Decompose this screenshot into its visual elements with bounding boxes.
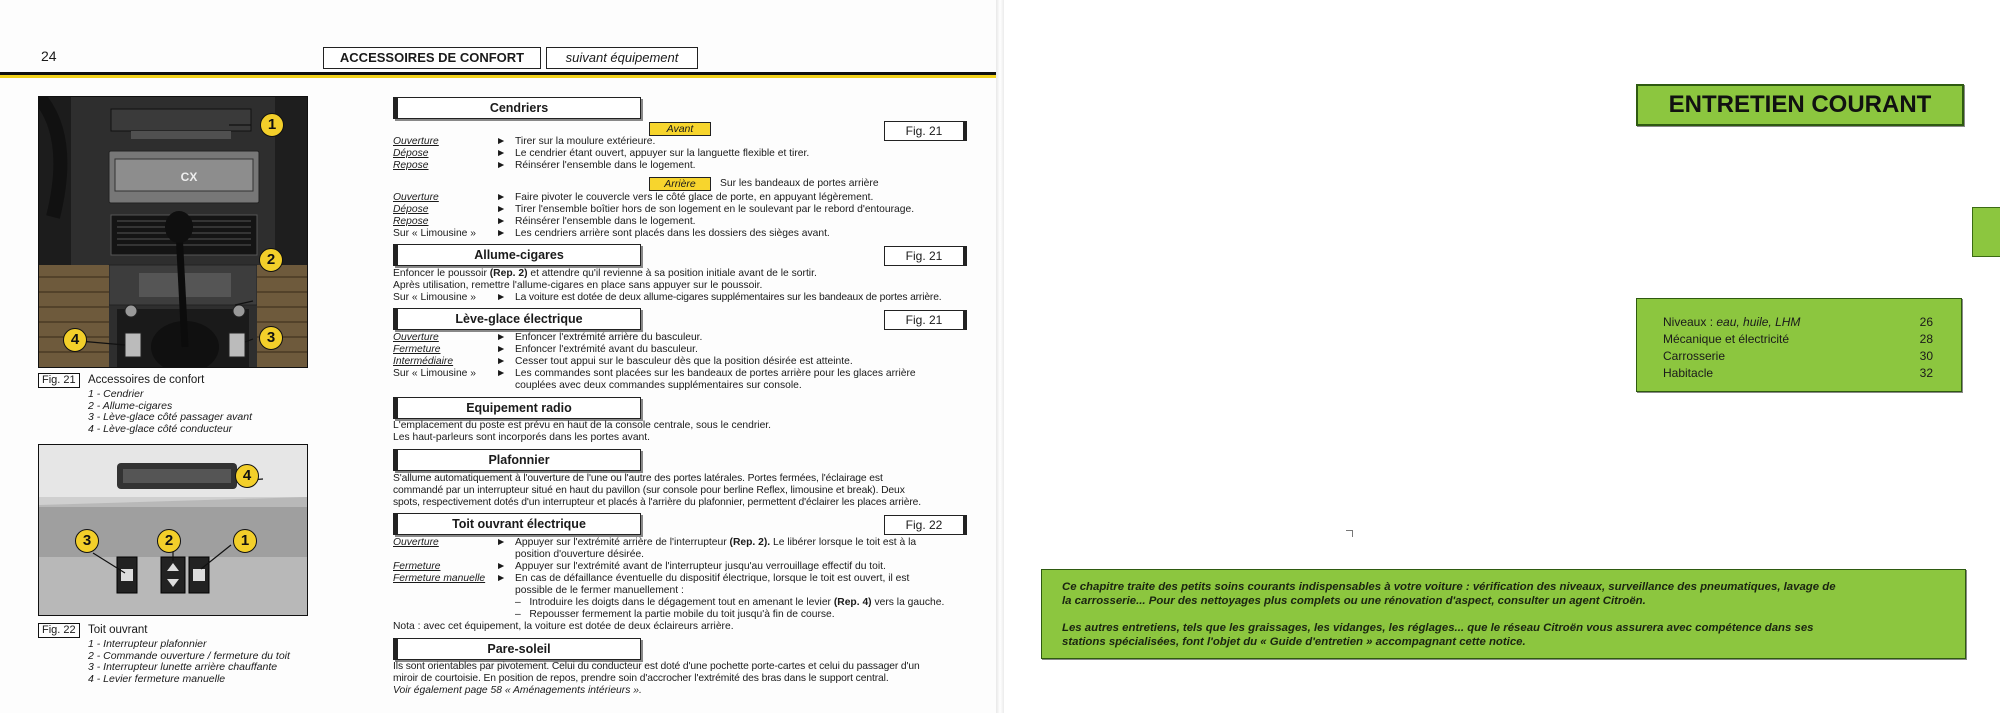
fig22-legend-item: 4 - Levier fermeture manuelle xyxy=(88,672,226,685)
allume-line-2: Après utilisation, remettre l'allume-cigares en place sans appuyer sur le poussoir. xyxy=(393,280,763,291)
fig-ref-cendriers: Fig. 21 xyxy=(884,121,967,141)
fig21-legend-item: 1 - Cendrier xyxy=(88,388,144,400)
section-header-leve-glace: Lève-glace électrique xyxy=(393,308,641,330)
toit-manuelle-cont: possible de le fermer manuellement : xyxy=(515,585,684,596)
note-para-2-line-1: Les autres entretiens, tels que les graissages, les vidanges, les réglages... que le réseau Citroën vous assurera avec compétence dans ses xyxy=(1062,622,1814,634)
fig22-tag: Fig. 22 xyxy=(38,623,80,638)
pare-line-1: Ils sont orientables par pivotement. Celui du conducteur est doté d'une pochette porte-cartes et celui du passager d'un xyxy=(393,661,920,672)
callout-3: 3 xyxy=(259,326,283,350)
fig21-title: Accessoires de confort xyxy=(88,374,205,386)
leve-row: Ouverture ► Enfoncer l'extrémité arrière du basculeur. xyxy=(393,332,703,343)
chapter-title: ENTRETIEN COURANT xyxy=(1636,84,1964,126)
cendriers-avant-row: Dépose ► Le cendrier étant ouvert, appuyer sur la languette flexible et tirer. xyxy=(393,148,810,159)
section-header-toit-ouvrant: Toit ouvrant électrique xyxy=(393,513,641,535)
page-header-title: ACCESSOIRES DE CONFORT xyxy=(323,47,541,69)
callout-1: 1 xyxy=(233,529,257,553)
toc-page: 28 xyxy=(1919,332,1933,346)
chapter-intro-note xyxy=(1041,569,1966,659)
fig-ref-allume-cigares: Fig. 21 xyxy=(884,246,967,266)
plafonnier-line-1: S'allume automatiquement à l'ouverture de l'une ou l'autre des portes latérales. Portes fermées, l'éclairage est xyxy=(393,473,883,484)
page-number: 24 xyxy=(41,48,57,64)
fig21-legend xyxy=(88,389,252,435)
toc-item-niveaux[interactable]: Niveaux : eau, huile, LHM 26 xyxy=(1663,315,1933,329)
header-rule-yellow xyxy=(0,75,1000,78)
allume-limousine-row: Sur « Limousine » ► La voiture est dotée de deux allume-cigares supplémentaires sur les bandeaux de portes arrière. xyxy=(393,292,942,303)
toit-dash-1: – Introduire les doigts dans le dégagement tout en amenant le levier (Rep. 4) vers la gauche. xyxy=(515,597,945,608)
callout-4: 4 xyxy=(235,464,259,488)
callout-3: 3 xyxy=(75,529,99,553)
pare-line-3: Voir également page 58 « Aménagements intérieurs ». xyxy=(393,685,642,696)
avant-tag: Avant xyxy=(649,122,711,136)
fig21-legend-item: 2 - Allume-cigares xyxy=(88,399,173,412)
cendriers-arriere-row: Sur « Limousine » ► Les cendriers arrière sont placés dans les dossiers des sièges avant. xyxy=(393,228,830,239)
page-header-subtitle: suivant équipement xyxy=(546,47,698,69)
fig-ref-toit-ouvrant: Fig. 22 xyxy=(884,515,967,535)
leve-row: Intermédiaire ► Cesser tout appui sur le basculeur dès que la position désirée est atteinte. xyxy=(393,356,853,367)
arriere-note: Sur les bandeaux de portes arrière xyxy=(720,178,879,189)
fig22-legend-item: 2 - Commande ouverture / fermeture du toit xyxy=(88,649,290,662)
fig22-title: Toit ouvrant xyxy=(88,624,148,636)
leve-continuation: couplées avec deux commandes supplémentaires sur console. xyxy=(515,380,802,391)
toit-ouverture-row: Ouverture ► Appuyer sur l'extrémité arrière de l'interrupteur (Rep. 2). Le libérer lorsque le toit est à la xyxy=(393,537,917,548)
radio-line-2: Les haut-parleurs sont incorporés dans les portes avant. xyxy=(393,432,650,443)
section-header-allume-cigares: Allume-cigares xyxy=(393,244,641,266)
fig22-legend-item: 3 - Interrupteur lunette arrière chauffante xyxy=(88,661,278,673)
cendriers-arriere-row: Ouverture ► Faire pivoter le couvercle vers le côté glace de porte, en appuyant légèrement. xyxy=(393,192,874,203)
fig21-legend-item: 4 - Lève-glace côté conducteur xyxy=(88,422,233,435)
section-header-pare-soleil: Pare-soleil xyxy=(393,638,641,660)
page-gutter xyxy=(996,0,1004,713)
allume-line-1: Enfoncer le poussoir (Rep. 2) et attendre qu'il revienne à sa position initiale avant de le sortir. xyxy=(393,268,817,279)
note-para-1-line-2: la carrosserie... Pour des nettoyages plus complets ou une rénovation d'aspect, consulter un agent Citroën. xyxy=(1062,595,1646,607)
toit-fermeture-manuelle-row: Fermeture manuelle ► En cas de défaillance éventuelle du dispositif électrique, lorsque le toit est ouvert, il est xyxy=(393,573,910,584)
pare-line-2: miroir de courtoisie. En position de repos, prendre soin d'accrocher l'extrémité des bras dans le support central. xyxy=(393,673,889,684)
section-header-radio: Equipement radio xyxy=(393,397,641,419)
callout-2: 2 xyxy=(157,529,181,553)
toit-nota: Nota : avec cet équipement, la voiture est dotée de deux éclaireurs arrière. xyxy=(393,621,734,632)
fig22-legend-item: 1 - Interrupteur plafonnier xyxy=(88,638,207,650)
table-of-contents xyxy=(1636,298,1962,392)
arriere-tag: Arrière xyxy=(649,177,711,191)
callout-2: 2 xyxy=(259,248,283,272)
leve-row: Sur « Limousine » ► Les commandes sont placées sur les bandeaux de portes arrière pour les glaces arrière xyxy=(393,368,916,379)
plafonnier-line-3: spots, respectivement dotés d'un interrupteur et placés à l'arrière du plafonnier, permettent d'éclairer les places arrière. xyxy=(393,497,922,508)
toc-page: 26 xyxy=(1919,315,1933,329)
fig21-tag: Fig. 21 xyxy=(38,373,80,388)
radio-line-1: L'emplacement du poste est prévu en haut de la console centrale, sous le cendrier. xyxy=(393,420,772,431)
cendriers-arriere-row: Repose ► Réinsérer l'ensemble dans le logement. xyxy=(393,216,696,227)
fig-ref-leve-glace: Fig. 21 xyxy=(884,310,967,330)
toit-dash-2: – Repousser fermement la partie mobile du toit jusqu'à fin de course. xyxy=(515,609,835,620)
note-para-2-line-2: stations spécialisées, font l'objet du « Guide d'entretien » accompagnant cette notice. xyxy=(1062,636,1526,648)
section-header-plafonnier: Plafonnier xyxy=(393,449,641,471)
plafonnier-line-2: commandé par un interrupteur situé en haut du pavillon (sur console pour berline Reflex, limousine et break). Deux xyxy=(393,485,905,496)
toc-item-carrosserie[interactable]: Carrosserie 30 xyxy=(1663,349,1933,363)
callout-4: 4 xyxy=(63,328,87,352)
section-header-cendriers: Cendriers xyxy=(393,97,641,119)
registration-mark xyxy=(1346,530,1353,537)
note-para-1-line-1: Ce chapitre traite des petits soins courants indispensables à votre voiture : vérification des niveaux, surveillance des pneumatiques, lavage de xyxy=(1062,581,1836,593)
toit-ouverture-cont: position d'ouverture désirée. xyxy=(515,549,645,560)
leve-row: Fermeture ► Enfoncer l'extrémité avant du basculeur. xyxy=(393,344,698,355)
cendriers-avant-row: Ouverture ► Tirer sur la moulure extérieure. xyxy=(393,136,656,147)
chapter-side-tab xyxy=(1972,207,2000,257)
toc-item-habitacle[interactable]: Habitacle 32 xyxy=(1663,366,1933,380)
toc-page: 32 xyxy=(1919,366,1933,380)
console-badge: CX xyxy=(180,170,198,184)
toc-item-mecanique[interactable]: Mécanique et électricité 28 xyxy=(1663,332,1933,346)
toit-fermeture-row: Fermeture ► Appuyer sur l'extrémité avant de l'interrupteur jusqu'au verrouillage effectif du toit. xyxy=(393,561,886,572)
fig21-legend-item: 3 - Lève-glace côté passager avant xyxy=(88,411,253,423)
cendriers-avant-row: Repose ► Réinsérer l'ensemble dans le logement. xyxy=(393,160,696,171)
toc-page: 30 xyxy=(1919,349,1933,363)
callout-1: 1 xyxy=(260,113,284,137)
cendriers-arriere-row: Dépose ► Tirer l'ensemble boîtier hors de son logement en le soulevant par le rebord d'entourage. xyxy=(393,204,915,215)
fig22-legend xyxy=(88,639,290,685)
